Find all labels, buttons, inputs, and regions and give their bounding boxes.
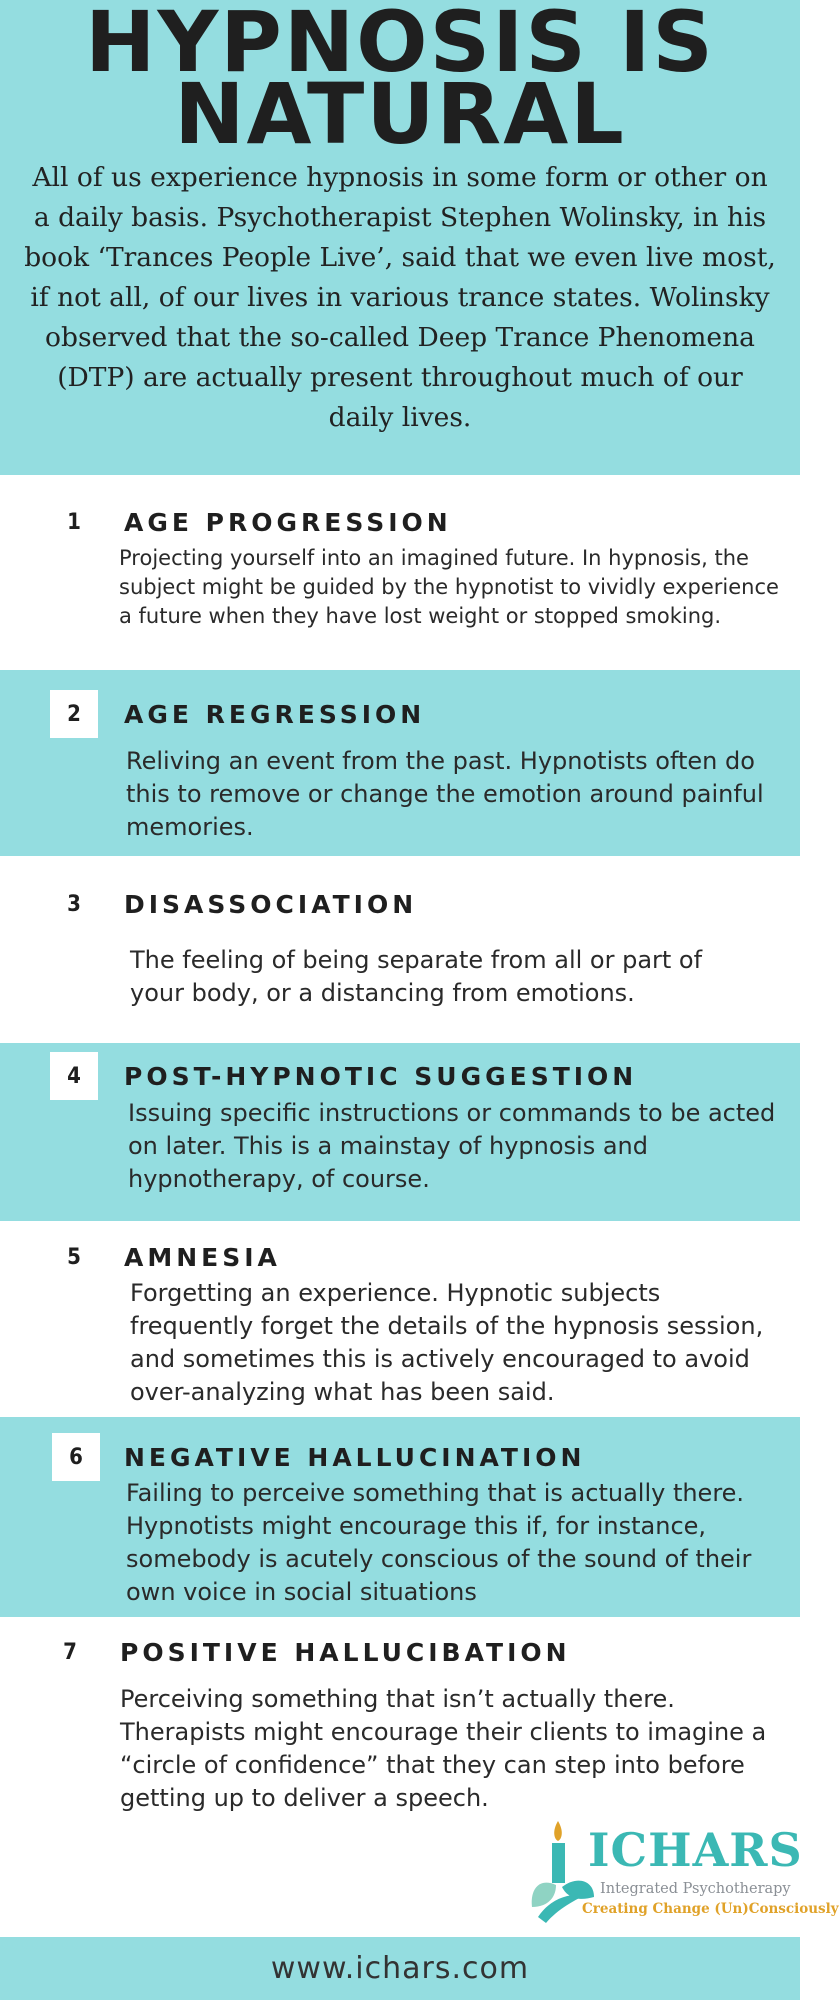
- section-heading: AGE REGRESSION: [124, 700, 426, 729]
- section-number: 6: [52, 1433, 100, 1481]
- section-heading: DISASSOCIATION: [124, 890, 418, 919]
- section-text: Failing to perceive something that is actually there. Hypnotists might encourage this if, for instance, somebody is acutely conscious of the sound of their own voice in social situations: [126, 1479, 752, 1606]
- section-heading: AMNESIA: [124, 1243, 281, 1272]
- section-text: Reliving an event from the past. Hypnotists often do this to remove or change the emotion around painful memories.: [126, 747, 764, 841]
- section-age-progression: [0, 475, 800, 670]
- section-text: Perceiving something that isn’t actually there. Therapists might encourage their clients to imagine a “circle of confidence” that they can step into before getting up to deliver a speech.: [120, 1685, 767, 1812]
- logo-subtitle: Integrated Psychotherapy: [600, 1881, 791, 1897]
- section-number: 2: [50, 690, 98, 738]
- logo-tagline: Creating Change (Un)Consciously: [582, 1901, 839, 1917]
- section-amnesia: [0, 1221, 800, 1417]
- section-disassociation: [0, 856, 800, 1043]
- section-post-hypnotic-suggestion: [0, 1043, 800, 1221]
- title-line-2: NATURAL: [174, 65, 626, 163]
- page-title: [0, 0, 800, 163]
- section-text: Forgetting an experience. Hypnotic subjects frequently forget the details of the hypnosis session, and sometimes this is actively encouraged to avoid over-analyzing what has been said.: [130, 1279, 764, 1406]
- footer-band: [0, 1937, 800, 2000]
- section-heading: NEGATIVE HALLUCINATION: [124, 1443, 586, 1472]
- logo-name: ICHARS: [588, 1823, 803, 1877]
- section-heading: POST-HYPNOTIC SUGGESTION: [124, 1062, 638, 1091]
- section-number: 1: [67, 509, 81, 535]
- section-negative-hallucination: [0, 1417, 800, 1617]
- section-text: Projecting yourself into an imagined future. In hypnosis, the subject might be guided by the hypnotist to vividly experience a future when they have lost weight or stopped smoking.: [119, 546, 779, 628]
- section-number: 7: [63, 1639, 77, 1665]
- section-number: 5: [67, 1244, 81, 1270]
- section-text: Issuing specific instructions or commands to be acted on later. This is a mainstay of hypnosis and hypnotherapy, of course.: [128, 1099, 776, 1193]
- ichars-logo[interactable]: [528, 1815, 839, 1925]
- intro-paragraph: All of us experience hypnosis in some form or other on a daily basis. Psychotherapist Stephen Wolinsky, in his book ‘Trances People Live’, said that we even live most, if not all, of our lives in various trance states. Wolinsky observed that the so-called Deep Trance Phenomena (DTP) are actually present throughout much of our daily lives.: [24, 162, 776, 433]
- website-link[interactable]: www.ichars.com: [270, 1951, 530, 1986]
- section-number: 3: [67, 891, 81, 917]
- title-line-1: HYPNOSIS IS: [85, 0, 715, 91]
- section-heading: AGE PROGRESSION: [124, 508, 452, 537]
- section-number: 4: [50, 1052, 98, 1100]
- section-text: The feeling of being separate from all or part of your body, or a distancing from emotions.: [130, 946, 703, 1007]
- section-heading: POSITIVE HALLUCIBATION: [120, 1638, 571, 1667]
- header-band: [0, 0, 800, 475]
- section-age-regression: [0, 670, 800, 856]
